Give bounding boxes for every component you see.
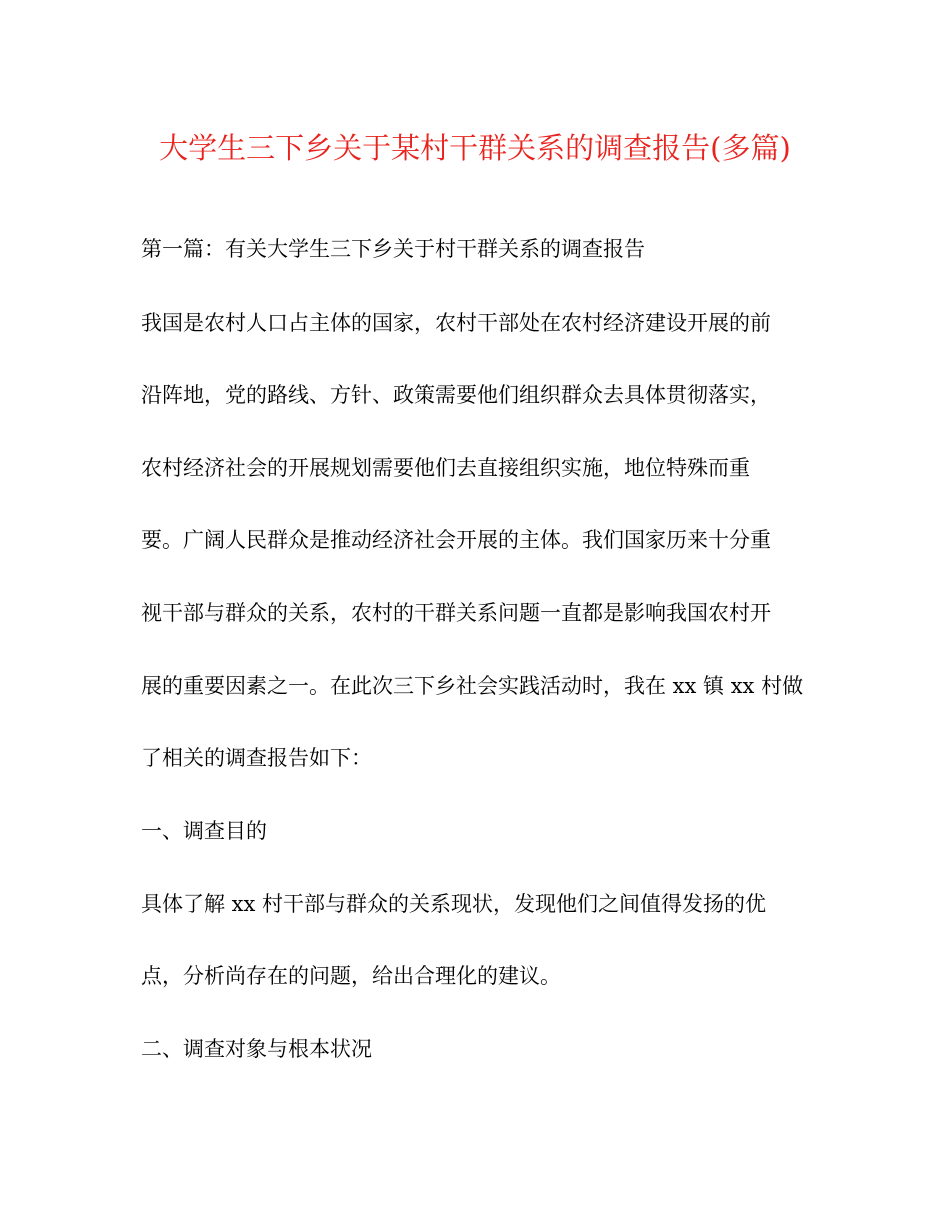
body-text-line: 具体了解 xx 村干部与群众的关系现状，发现他们之间值得发扬的优 bbox=[141, 892, 767, 916]
section-heading-subjects: 二、调查对象与根本状况 bbox=[141, 1037, 372, 1061]
body-text-line: 我国是农村人口占主体的国家，农村干部处在农村经济建设开展的前 bbox=[141, 311, 771, 335]
section-heading-part-one: 第一篇：有关大学生三下乡关于村干群关系的调查报告 bbox=[141, 237, 645, 261]
document-title: 大学生三下乡关于某村干群关系的调查报告(多篇) bbox=[159, 131, 791, 165]
body-text-line: 要。广阔人民群众是推动经济社会开展的主体。我们国家历来十分重 bbox=[141, 528, 771, 552]
body-text-line: 了相关的调查报告如下： bbox=[141, 746, 372, 770]
body-text-line: 农村经济社会的开展规划需要他们去直接组织实施，地位特殊而重 bbox=[141, 456, 750, 480]
section-heading-purpose: 一、调查目的 bbox=[141, 819, 267, 843]
body-text-line: 点，分析尚存在的问题，给出合理化的建议。 bbox=[141, 964, 561, 988]
body-text-line: 视干部与群众的关系，农村的干群关系问题一直都是影响我国农村开 bbox=[141, 601, 771, 625]
body-text-line: 沿阵地，党的路线、方针、政策需要他们组织群众去具体贯彻落实， bbox=[141, 383, 771, 407]
body-text-line: 展的重要因素之一。在此次三下乡社会实践活动时，我在 xx 镇 xx 村做 bbox=[141, 674, 804, 698]
